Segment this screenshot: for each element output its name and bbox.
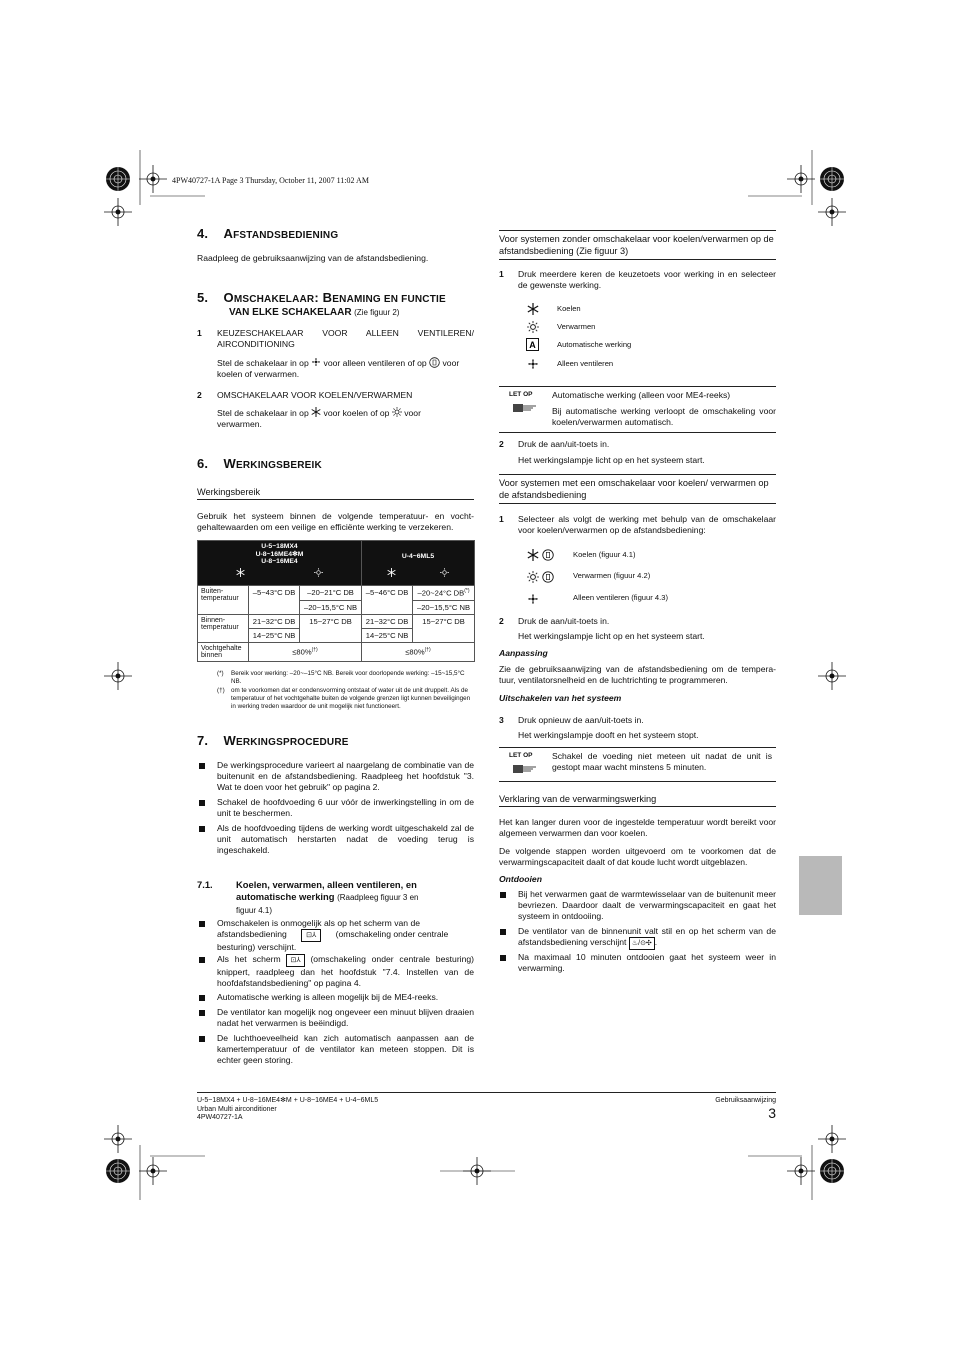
bullet-text: De ventilator kan mogelijk nog ongeveer een minuut blijven draaien nadat het verwarmen is beëindigd. <box>217 1007 474 1028</box>
fan-icon <box>527 593 539 605</box>
s2-step1-text: Selecteer als volgt de werking met behulp van de omschakelaar voor koelen/verwarmen op de afstandsbediening: <box>518 514 776 535</box>
page-number: 3 <box>768 1105 776 1121</box>
item2-text: Stel de schakelaar in op voor koelen of op voor verwarmen. <box>217 408 421 429</box>
bullet <box>199 921 205 927</box>
caution-label: LET OP <box>509 752 533 759</box>
bullet-text: De ventilator van de binnenunit valt stil en op het scherm van de afstandsbediening verschijnt ♨/⊙✣ . <box>518 926 776 950</box>
bullet <box>500 929 506 935</box>
airconditioning-icon <box>429 357 440 368</box>
bullet-text: De werkingsprocedure varieert al naargelang de combinatie van de buitenunit en de afstandsbediening. Raadpleeg het hoofdstuk "3. Wat te doen voor het gebruik" op pagina 2. <box>217 760 474 792</box>
section-4-text: Raadpleeg de gebruiksaanwijzing van de afstandsbediening. <box>197 253 429 263</box>
step-number: 2 <box>499 616 504 626</box>
mode-label: Verwarmen <box>557 322 596 331</box>
item-number: 1 <box>197 328 202 338</box>
caution-text: Bij automatische werking verloopt de omschakeling voor koelen/verwarmen automatisch. <box>552 406 776 427</box>
bullet <box>199 826 205 832</box>
aanpassing-text: Zie de gebruiksaanwijzing van de afstandsbediening om de tempera-tuur, ventilatorsnelheid en de luchtrichting te programmeren. <box>499 664 776 685</box>
snowflake-icon <box>236 568 245 577</box>
bullet-text: Automatische werking is alleen mogelijk bij de ME4-reeks. <box>217 992 439 1002</box>
snowflake-icon <box>527 549 539 561</box>
cool-switch-icons <box>527 549 554 563</box>
chapter-tab <box>799 856 842 915</box>
mode-label: Alleen ventileren (figuur 4.3) <box>573 593 668 602</box>
snowflake-icon <box>387 568 396 577</box>
bullet <box>199 1010 205 1016</box>
bullet-text: Bij het verwarmen gaat de warmtewisselaar van de buitenunit meer bevriezen. Daardoor daalt de verwarmingscapaciteit en gaat het systeem in ontdooiing. <box>518 889 776 921</box>
s2-step2-result: Het werkingslampje licht op en het systeem start. <box>518 631 705 641</box>
bullet-text: De luchthoeveelheid kan zich automatisch aanpassen aan de kamertemperatuur of de ventilator kan meteen stoppen. Dit is echter geen storing. <box>217 1033 474 1065</box>
item1-title: KEUZESCHAKELAAR VOOR ALLEEN VENTILEREN/ AIRCONDITIONING <box>217 328 474 349</box>
bullet <box>199 800 205 806</box>
bullet <box>500 892 506 898</box>
footer-rule <box>197 1092 776 1093</box>
table-row: Binnen-temperatuur 21~32°C DB 15~27°C DB 21~32°C DB 15~27°C DB <box>198 614 475 628</box>
table-header-right: U-4~6ML5 <box>361 541 474 586</box>
step2-text: Druk de aan/uit-toets in. <box>518 439 610 449</box>
footnote-mark: (*) <box>217 670 224 677</box>
sun-icon <box>527 321 539 333</box>
bullet <box>199 1036 205 1042</box>
caution-title: Automatische werking (alleen voor ME4-reeks) <box>552 390 731 400</box>
heating-text-1: Het kan langer duren voor de ingestelde temperatuur wordt bereikt voor algemeen verwarmen dan voor koelen. <box>499 817 776 838</box>
step-number: 3 <box>499 715 504 725</box>
uitschakelen-heading: Uitschakelen van het systeem <box>499 693 622 703</box>
step-number: 2 <box>499 439 504 449</box>
caution-hand-icon <box>511 402 537 414</box>
section-7-heading: 7. WERKINGSPROCEDURE <box>197 733 349 748</box>
rule <box>499 474 776 475</box>
mode-label: Verwarmen (figuur 4.2) <box>573 571 651 580</box>
step3-result: Het werkingslampje dooft en het systeem stopt. <box>518 730 699 740</box>
werkingsbereik-subheading: Werkingsbereik <box>197 487 474 500</box>
mode-label: Koelen (figuur 4.1) <box>573 550 636 559</box>
heat-switch-icons <box>527 571 554 585</box>
step3-text: Druk opnieuw de aan/uit-toets in. <box>518 715 644 725</box>
heating-text-2: De volgende stappen worden uitgevoerd om te voorkomen dat de verwarmingscapaciteit daalt of dat koude lucht wordt uitgeblazen. <box>499 846 776 867</box>
step2-result: Het werkingslampje licht op en het systeem start. <box>518 455 705 465</box>
section-7-1-number: 7.1. <box>197 879 213 890</box>
table-row: 14~25°C NB 14~25°C NB <box>198 628 475 642</box>
item-number: 2 <box>197 390 202 400</box>
caution-text: Schakel de voeding niet meteen uit nadat de unit is gestopt maar wacht minstens 5 minuten. <box>552 751 772 772</box>
fan-icon <box>527 358 539 370</box>
file-header: 4PW40727-1A Page 3 Thursday, October 11, 2007 11:02 AM <box>172 176 369 185</box>
section-7-1-heading: Koelen, verwarmen, alleen ventileren, en automatische werking (Raadpleeg figuur 3 en figuur 4.1) <box>236 879 419 915</box>
table-row: Vochtgehalte binnen ≤80%(†) ≤80%(†) <box>198 642 475 661</box>
sun-icon <box>527 571 539 583</box>
mode-label: Alleen ventileren <box>557 359 614 368</box>
central-control-icon: ⊡⅄ <box>286 954 304 967</box>
footer-left: U-5~18MX4 + U-8~16ME4✻M + U-8~16ME4 + U-4~6ML5 Urban Multi airconditioner 4PW40727-1A <box>197 1097 379 1121</box>
airconditioning-icon <box>542 571 554 583</box>
caution-hand-icon <box>511 763 537 775</box>
caution-label: LET OP <box>509 391 533 398</box>
table-row: Buiten-temperatuur –5~43°C DB –20~21°C DB –5~46°C DB –20~24°C DB(*) <box>198 586 475 601</box>
item1-text: Stel de schakelaar in op voor alleen ventileren of op voor koelen of verwarmen. <box>217 358 460 379</box>
snowflake-icon <box>311 407 321 417</box>
bullet-text: Omschakelen is onmogelijk als op het scherm van de afstandsbediening ⊡⅄ (omschakeling onder centrale besturing) verschijnt. <box>217 918 449 952</box>
rule <box>499 230 776 231</box>
table-row: –20~15,5°C NB –20~15,5°C NB <box>198 600 475 614</box>
ontdooien-heading: Ontdooien <box>499 874 542 884</box>
section-6-heading: 6. WERKINGSBEREIK <box>197 456 322 471</box>
bullet <box>500 955 506 961</box>
bullet <box>199 995 205 1001</box>
svg-text:A: A <box>529 340 536 350</box>
footnote-mark: (†) <box>217 687 225 694</box>
subheading-with-switch: Voor systemen met een omschakelaar voor koelen/ verwarmen op de afstandsbediening <box>499 477 776 504</box>
step-number: 1 <box>499 514 504 524</box>
mode-label: Koelen <box>557 304 581 313</box>
central-control-icon: ⊡⅄ <box>301 929 321 942</box>
footnote-2: om te voorkomen dat er condensvorming ontstaat of water uit de unit druppelt. Als de temperatuur of het vochtgehalte buiten de volgende grenzen ligt kunnen beveiligingen in werking treden waardoor de unit mogelijk niet functioneert. <box>231 687 471 710</box>
bullet-text: Schakel de hoofdvoeding 6 uur vóór de inwerkingstelling in om de unit te beschermen. <box>217 797 474 818</box>
table-header-left: U-5~18MX4 U-8~16ME4✻M U-8~16ME4 <box>198 541 362 586</box>
step1-text: Druk meerdere keren de keuzetoets voor werking in en selecteer de gewenste werking. <box>518 269 776 290</box>
operating-range-table <box>197 540 475 662</box>
defrost-icon: ♨/⊙✣ <box>629 937 655 950</box>
footer-manual-label: Gebruiksaanwijzing <box>715 1097 776 1104</box>
sun-icon <box>392 407 402 417</box>
section-4-heading: 4. AFSTANDSBEDIENING <box>197 226 339 241</box>
auto-mode-icon <box>526 338 539 351</box>
footnote-1: Bereik voor werking: –20~–15°C NB. Bereik voor doorlopende werking: –15~15,5°C NB. <box>231 670 465 685</box>
s2-step2-text: Druk de aan/uit-toets in. <box>518 616 610 626</box>
step-number: 1 <box>499 269 504 279</box>
mode-label: Automatische werking <box>557 340 632 349</box>
bullet <box>199 763 205 769</box>
sun-icon <box>314 568 323 577</box>
subheading-no-switch: Voor systemen zonder omschakelaar voor koelen/verwarmen op de afstandsbediening (Zie figuur 3) <box>499 233 776 260</box>
sun-icon <box>440 568 449 577</box>
section-5-heading: 5. OMSCHAKELAAR: BENAMING EN FUNCTIE VAN ELKE SCHAKELAAR (Zie figuur 2) <box>197 290 446 318</box>
bullet-text: Als het scherm ⊡⅄ (omschakeling onder centrale besturing) knippert, raadpleeg dan het hoofdstuk "7.4. Instellen van de hoofdafstandsbediening" op pagina 4. <box>217 954 475 988</box>
bullet <box>199 957 205 963</box>
item2-title: OMSCHAKELAAR VOOR KOELEN/VERWARMEN <box>217 390 413 400</box>
heating-subheading: Verklaring van de verwarmingswerking <box>499 794 776 807</box>
snowflake-icon <box>527 303 539 315</box>
fan-icon <box>311 357 321 367</box>
bullet-text: Als de hoofdvoeding tijdens de werking wordt uitgeschakeld zal de unit automatisch herstarten nadat de voeding terug is ingeschakeld. <box>217 823 474 855</box>
bullet-text: Na maximaal 10 minuten ontdooien gaat het systeem weer in verwarming. <box>518 952 776 973</box>
section-6-text: Gebruik het systeem binnen de volgende temperatuur- en vocht-gehaltewaarden om een veilige en efficiënte werking te verzekeren. <box>197 511 474 532</box>
airconditioning-icon <box>542 549 554 561</box>
aanpassing-heading: Aanpassing <box>499 648 548 658</box>
